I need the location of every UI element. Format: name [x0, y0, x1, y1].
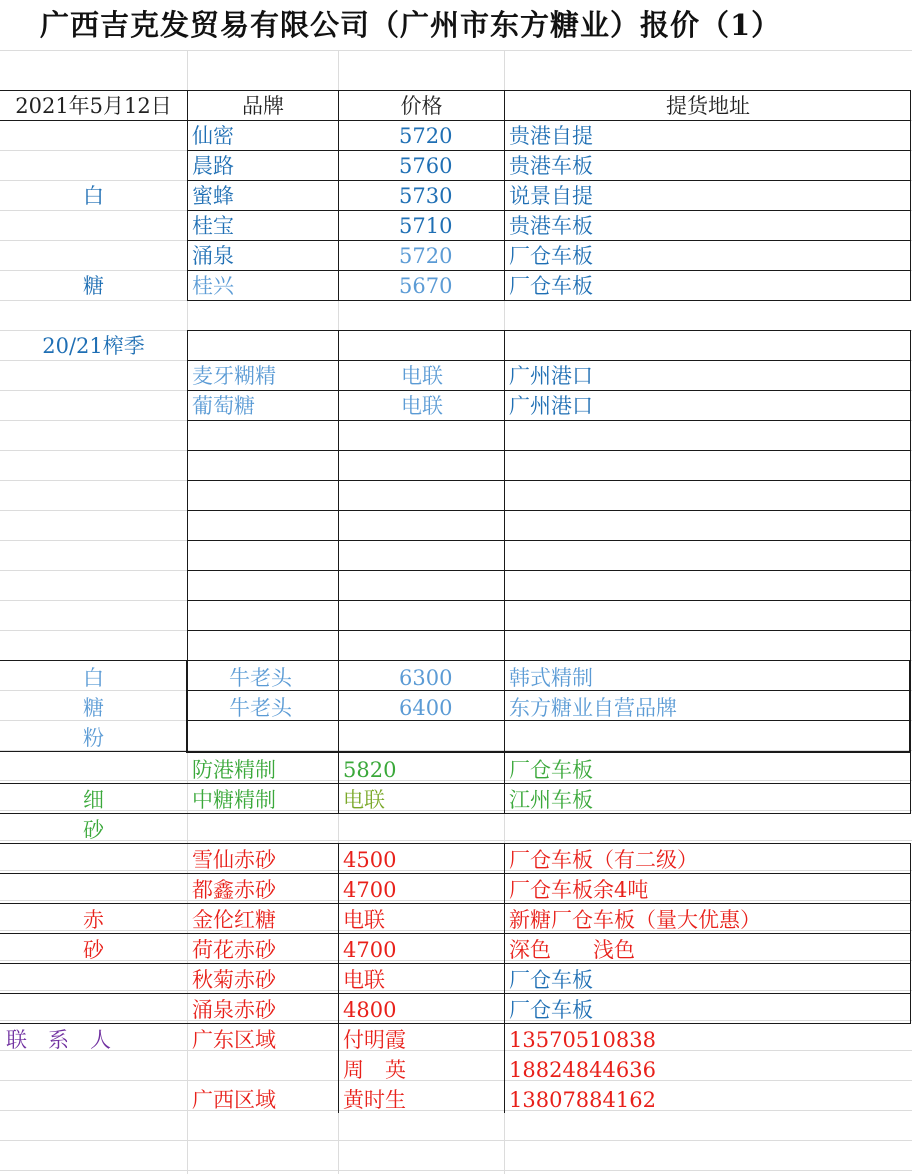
address-cell: 说景自提 — [509, 184, 593, 208]
price-cell: 电联 — [343, 788, 385, 812]
gridline — [0, 780, 912, 781]
gridline — [0, 1080, 912, 1081]
brand-cell: 蜜蜂 — [192, 184, 234, 208]
price-cell: 电联 — [401, 364, 443, 388]
cell-border — [187, 600, 911, 601]
brand-cell: 仙密 — [192, 124, 234, 148]
cell-border — [910, 330, 911, 660]
cell-border — [504, 120, 505, 300]
price-cell: 4700 — [343, 938, 397, 962]
brand-cell: 涌泉 — [192, 244, 234, 268]
category-powder-sugar-3: 粉 — [83, 726, 104, 750]
price-cell: 4700 — [343, 878, 397, 902]
gridline — [0, 1020, 912, 1021]
cell-border — [0, 993, 911, 994]
cell-border — [504, 753, 505, 813]
cell-border — [187, 330, 911, 331]
header-price: 价格 — [400, 94, 443, 118]
cell-border — [0, 783, 911, 784]
gridline — [0, 1170, 912, 1171]
brand-cell: 荷花赤砂 — [192, 938, 276, 962]
header-address: 提货地址 — [666, 94, 750, 118]
address-cell: 江州车板 — [509, 788, 593, 812]
category-brown-sugar-1: 赤 — [83, 908, 104, 932]
cell-border — [909, 660, 911, 753]
address-cell: 东方糖业自营品牌 — [509, 696, 677, 720]
cell-border — [187, 120, 188, 300]
address-cell: 厂仓车板 — [509, 998, 593, 1022]
category-fine-sugar-1: 细 — [83, 788, 104, 812]
page-title: 广西吉克发贸易有限公司（广州市东方糖业）报价（1） — [40, 8, 782, 42]
address-cell: 贵港车板 — [509, 154, 593, 178]
cell-border — [0, 1023, 911, 1024]
brand-cell: 葡萄糖 — [192, 394, 255, 418]
brand-cell: 牛老头 — [229, 666, 292, 690]
address-cell: 广州港口 — [509, 394, 593, 418]
category-white-sugar-2: 糖 — [83, 274, 104, 298]
brand-cell: 麦牙糊精 — [192, 364, 276, 388]
address-cell: 厂仓车板 — [509, 244, 593, 268]
address-cell: 厂仓车板余4吨 — [509, 878, 649, 902]
address-cell: 厂仓车板 — [509, 968, 593, 992]
contact-region: 广西区域 — [192, 1088, 276, 1112]
address-cell: 贵港车板 — [509, 214, 593, 238]
price-cell: 6400 — [399, 696, 453, 720]
contact-name: 付明霞 — [343, 1028, 406, 1052]
cell-border — [0, 873, 911, 874]
cell-border — [187, 330, 188, 660]
gridline — [0, 900, 912, 901]
price-cell: 5710 — [399, 214, 453, 238]
cell-border — [504, 660, 505, 753]
cell-border — [0, 903, 911, 904]
contact-phone: 13570510838 — [509, 1028, 656, 1052]
cell-border — [338, 843, 339, 1023]
brand-cell: 牛老头 — [229, 696, 292, 720]
price-cell: 5720 — [399, 124, 453, 148]
contact-name: 黄时生 — [343, 1088, 406, 1112]
price-cell: 4500 — [343, 848, 397, 872]
cell-border — [187, 540, 911, 541]
address-cell: 厂仓车板 — [509, 274, 593, 298]
contact-name: 周 英 — [343, 1058, 406, 1082]
contact-region: 广东区域 — [192, 1028, 276, 1052]
address-cell: 深色 浅色 — [509, 938, 635, 962]
cell-border — [504, 843, 505, 1023]
cell-border — [187, 630, 911, 631]
cell-border — [187, 570, 911, 571]
brand-cell: 金伦红糖 — [192, 908, 276, 932]
cell-border — [338, 660, 339, 753]
cell-border — [0, 660, 187, 661]
price-cell: 5730 — [399, 184, 453, 208]
cell-border — [338, 753, 339, 813]
price-cell: 5760 — [399, 154, 453, 178]
cell-border — [338, 1023, 339, 1113]
gridline — [0, 990, 912, 991]
price-cell: 电联 — [343, 908, 385, 932]
price-cell: 5720 — [399, 244, 453, 268]
cell-border — [910, 843, 911, 1023]
contacts-label: 联 系 人 — [6, 1028, 111, 1052]
price-cell: 电联 — [401, 394, 443, 418]
price-cell: 5820 — [343, 758, 397, 782]
category-powder-sugar-1: 白 — [83, 666, 104, 690]
address-cell: 韩式精制 — [509, 666, 593, 690]
cell-border — [338, 330, 339, 660]
cell-border — [504, 1023, 505, 1113]
brand-cell: 防港精制 — [192, 758, 276, 782]
contact-phone: 18824844636 — [509, 1058, 656, 1082]
cell-border — [187, 660, 911, 661]
cell-border — [187, 510, 911, 511]
brand-cell: 中糖精制 — [192, 788, 276, 812]
cell-border — [187, 450, 911, 451]
cell-border — [187, 480, 911, 481]
address-cell: 厂仓车板 — [509, 758, 593, 782]
contact-phone: 13807884162 — [509, 1088, 656, 1112]
price-cell: 5670 — [399, 274, 453, 298]
category-white-sugar-1: 白 — [83, 184, 104, 208]
gridline — [0, 870, 912, 871]
address-cell: 广州港口 — [509, 364, 593, 388]
gridline — [0, 1110, 912, 1111]
header-brand: 品牌 — [242, 94, 284, 118]
price-cell: 电联 — [343, 968, 385, 992]
address-cell: 新糖厂仓车板（量大优惠） — [509, 908, 761, 932]
cell-border — [338, 120, 339, 300]
cell-border — [187, 751, 911, 753]
gridline — [0, 50, 912, 51]
season-label: 20/21榨季 — [42, 334, 145, 358]
brand-cell: 秋菊赤砂 — [192, 968, 276, 992]
price-cell: 6300 — [399, 666, 453, 690]
gridline — [0, 1140, 912, 1141]
brand-cell: 桂宝 — [192, 214, 234, 238]
brand-cell: 晨路 — [192, 154, 234, 178]
brand-cell: 涌泉赤砂 — [192, 998, 276, 1022]
cell-border — [910, 120, 911, 300]
price-cell: 4800 — [343, 998, 397, 1022]
category-powder-sugar-2: 糖 — [83, 696, 104, 720]
address-cell: 贵港自提 — [509, 124, 593, 148]
category-brown-sugar-2: 砂 — [83, 938, 104, 962]
header-date: 2021年5月12日 — [15, 94, 172, 118]
gridline — [0, 1050, 912, 1051]
brand-cell: 都鑫赤砂 — [192, 878, 276, 902]
cell-border — [504, 330, 505, 660]
address-cell: 厂仓车板（有二级） — [509, 848, 698, 872]
brand-cell: 桂兴 — [192, 274, 234, 298]
cell-border — [910, 753, 911, 813]
brand-cell: 雪仙赤砂 — [192, 848, 276, 872]
category-fine-sugar-2: 砂 — [83, 818, 104, 842]
